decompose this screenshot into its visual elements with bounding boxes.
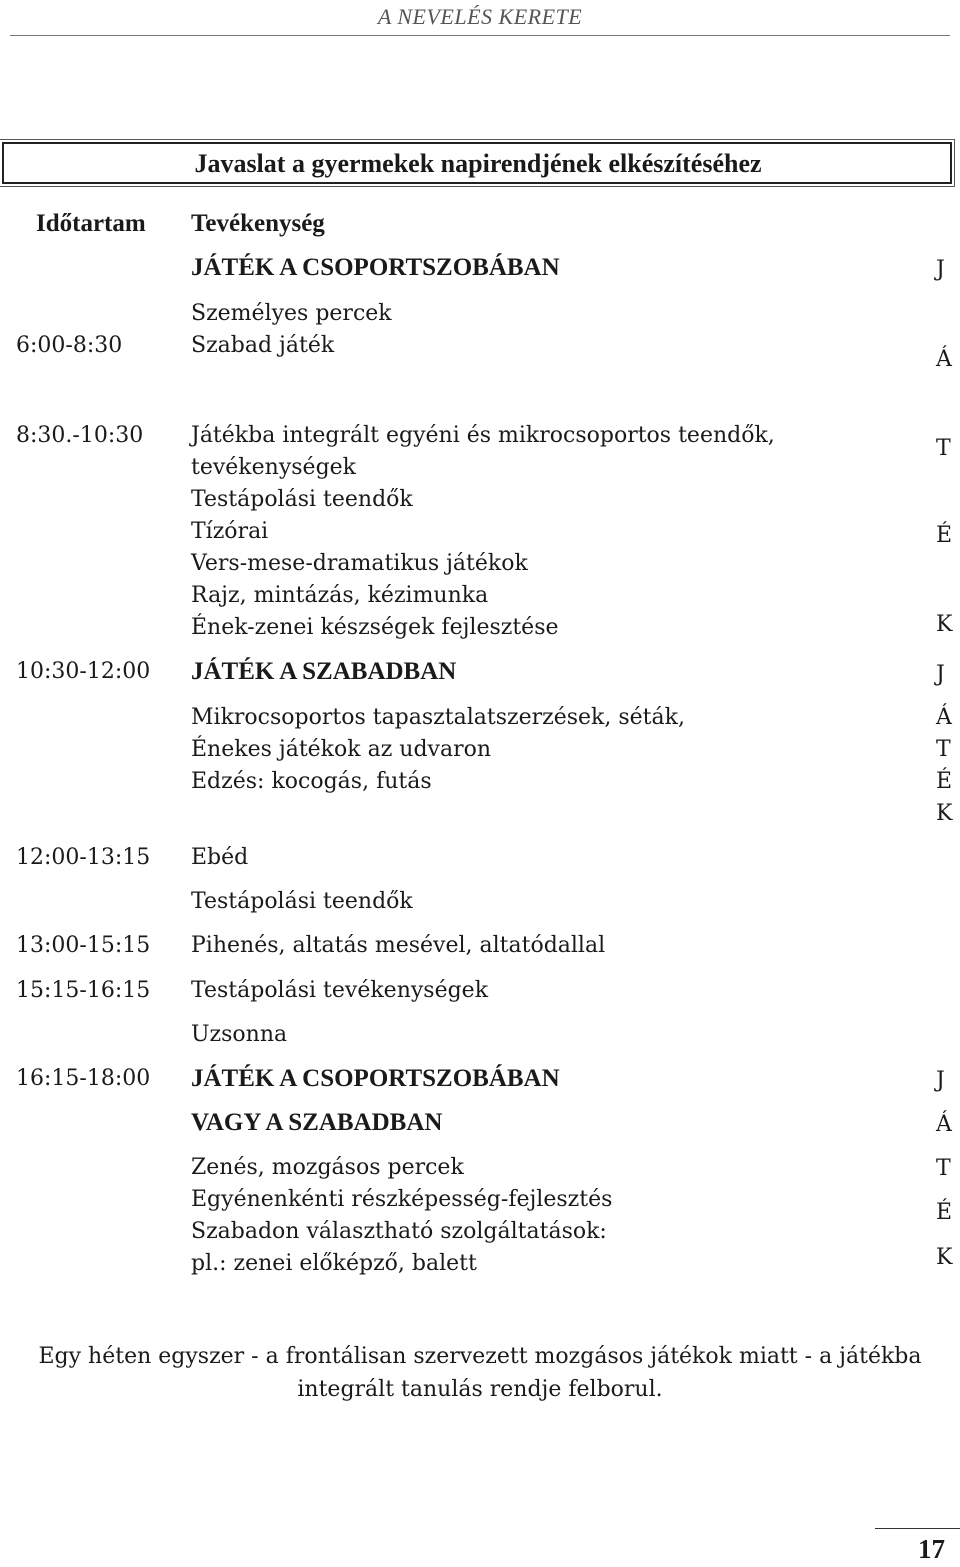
running-header: A NEVELÉS KERETE [377,4,583,29]
time-slot: 8:30.-10:30 [16,423,144,448]
activity-line: JÁTÉK A SZABADBAN [191,658,457,685]
side-letter: Á [936,347,952,372]
activity-line: Egyénenkénti részképesség-fejlesztés [191,1187,613,1212]
side-letter: T [936,436,951,461]
header-rule [10,35,950,36]
activity-line: Zenés, mozgásos percek [191,1155,464,1180]
activity-line: Testápolási teendők [191,487,413,512]
time-slot: 16:15-18:00 [16,1066,151,1091]
activity-line: Énekes játékok az udvaron [191,737,492,762]
activity-line: JÁTÉK A CSOPORTSZOBÁBAN [191,254,560,281]
activity-line: pl.: zenei előképző, balett [191,1251,477,1276]
activity-line: Testápolási teendők [191,889,413,914]
side-letter: Á [936,705,952,730]
activity-line: Edzés: kocogás, futás [191,769,432,794]
time-slot: 12:00-13:15 [16,845,151,870]
time-slot: 15:15-16:15 [16,978,151,1003]
header-activity: Tevékenység [191,210,325,237]
note-line: integrált tanulás rendje felborul. [297,1377,663,1402]
footer-rule [875,1528,960,1529]
side-letter: É [936,769,953,794]
activity-line: Testápolási tevékenységek [191,978,489,1003]
side-letter: K [936,612,953,637]
activity-line: Szabad játék [191,333,335,358]
side-letter: T [936,737,951,762]
side-letter: J [936,257,945,282]
activity-line: Uzsonna [191,1022,288,1047]
note-line: Egy héten egyszer - a frontálisan szervezett mozgásos játékok miatt - a játékba [38,1344,922,1369]
time-slot: 10:30-12:00 [16,659,151,684]
activity-line: VAGY A SZABADBAN [191,1109,443,1136]
header-time: Időtartam [36,210,146,237]
schedule-note [0,1340,960,1406]
side-letter: J [936,1068,945,1093]
activity-line: Ének-zenei készségek fejlesztése [191,615,559,640]
side-letter: T [936,1156,951,1181]
activity-line: tevékenységek [191,455,356,480]
activity-line: Tízórai [191,519,269,544]
side-letter: K [936,801,953,826]
side-letter: É [936,523,953,548]
side-letter: Á [936,1112,952,1137]
page-title: Javaslat a gyermekek napirendjének elkészítéséhez [194,149,762,178]
activity-line: Személyes percek [191,301,392,326]
side-letter: K [936,1245,953,1270]
activity-line: JÁTÉK A CSOPORTSZOBÁBAN [191,1065,560,1092]
side-letter: É [936,1200,953,1225]
activity-line: Játékba integrált egyéni és mikrocsoportos teendők, [191,423,775,448]
activity-line: Pihenés, altatás mesével, altatódallal [191,933,606,958]
page-number: 17 [918,1534,945,1564]
activity-line: Vers-mese-dramatikus játékok [191,551,528,576]
time-slot: 6:00-8:30 [16,333,123,358]
activity-line: Szabadon választható szolgáltatások: [191,1219,607,1244]
side-letter: J [936,662,945,687]
activity-line: Ebéd [191,845,249,870]
activity-line: Rajz, mintázás, kézimunka [191,583,489,608]
time-slot: 13:00-15:15 [16,933,151,958]
activity-line: Mikrocsoportos tapasztalatszerzések, séták, [191,705,685,730]
